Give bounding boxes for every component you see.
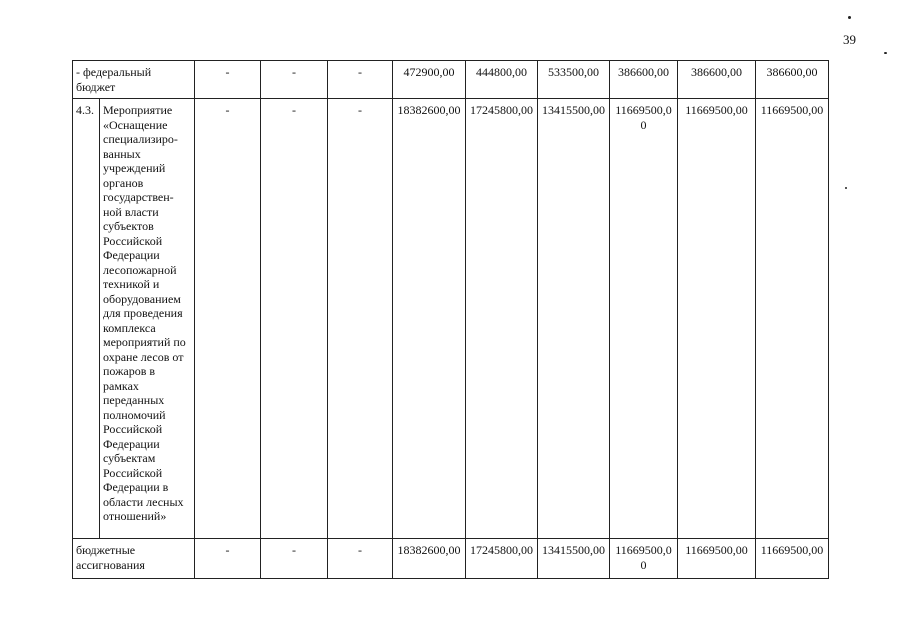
dash-cell: - [328, 539, 393, 579]
row-label: бюджетные ассигнования [73, 539, 195, 579]
table-row [73, 99, 829, 539]
value-cell: 386600,00 [678, 61, 756, 99]
dash-cell: - [261, 539, 328, 579]
row-label [100, 99, 195, 539]
scan-speck [848, 16, 851, 19]
value-cell: 11669500,00 [610, 99, 678, 539]
value-cell: 11669500,00 [756, 99, 829, 539]
value-cell: 11669500,00 [756, 539, 829, 579]
value-cell: 17245800,00 [466, 539, 538, 579]
value-cell: 472900,00 [393, 61, 466, 99]
value-cell: 13415500,00 [538, 99, 610, 539]
dash-cell: - [328, 99, 393, 539]
dash-cell: - [195, 99, 261, 539]
row-number: 4.3. [73, 99, 100, 539]
dash-cell: - [261, 99, 328, 539]
value-cell: 17245800,00 [466, 99, 538, 539]
dash-cell: - [261, 61, 328, 99]
value-cell: 444800,00 [466, 61, 538, 99]
value-cell: 13415500,00 [538, 539, 610, 579]
scan-speck [845, 187, 847, 189]
value-cell: 533500,00 [538, 61, 610, 99]
value-cell: 386600,00 [610, 61, 678, 99]
scan-speck [884, 52, 887, 54]
value-cell: 18382600,00 [393, 99, 466, 539]
row-label: - федеральный бюджет [73, 61, 195, 99]
budget-table [72, 60, 829, 579]
table-row [73, 539, 829, 579]
value-cell: 11669500,00 [610, 539, 678, 579]
dash-cell: - [195, 61, 261, 99]
value-cell: 11669500,00 [678, 539, 756, 579]
value-cell: 386600,00 [756, 61, 829, 99]
dash-cell: - [195, 539, 261, 579]
table-row [73, 61, 829, 99]
page-number: 39 [843, 32, 856, 47]
value-cell: 11669500,00 [678, 99, 756, 539]
measure-description: Мероприятие «Оснащение специализиро-ванных учреждений органов государствен-ной власти субъектов Российской Федерации лесопожарной техникой и оборудованием для проведения комплекса мероприятий по охране лесов от пожаров в рамках переданных полномочий Российской Федерации субъектам Российской Федерации в области лесных отношений» [103, 103, 186, 523]
dash-cell: - [328, 61, 393, 99]
value-cell: 18382600,00 [393, 539, 466, 579]
